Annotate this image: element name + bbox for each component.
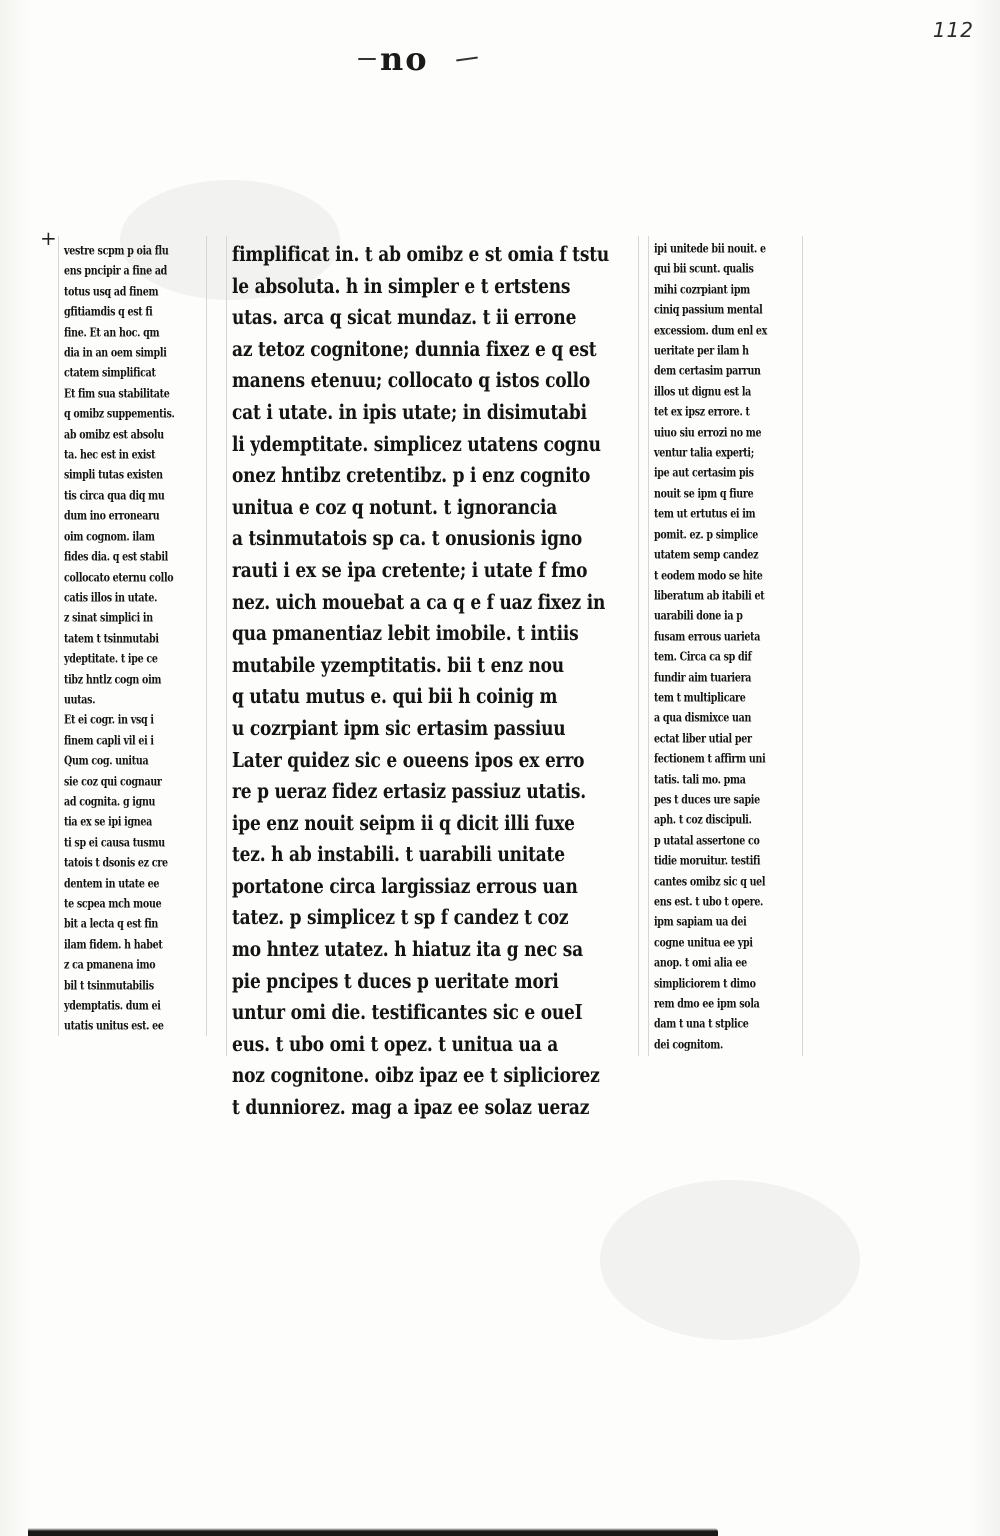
text-line: u cozrpiant ipm sic ertasim passiuu (232, 716, 566, 741)
text-line: pie pncipes t duces p ueritate mori (232, 969, 559, 994)
text-line: p utatal assertone co (654, 834, 760, 848)
text-line: tem ut ertutus ei im (654, 507, 756, 522)
text-line: ipe aut certasim pis (654, 466, 754, 481)
text-line: tis circa qua diq mu (64, 489, 165, 504)
text-line: rem dmo ee ipm sola (654, 997, 760, 1012)
text-line: ipm sapiam ua dei (654, 915, 747, 930)
text-line: mo hntez utatez. h hiatuz ita g nec sa (232, 937, 583, 962)
ruling-line (206, 236, 207, 1036)
text-line: ectat liber utial per (654, 732, 752, 746)
text-line: utatis unitus est. ee (64, 1019, 164, 1034)
text-line: uarabili done ia p (654, 609, 743, 624)
text-line: fimplificat in. t ab omibz e st omia f tstu (232, 242, 610, 267)
text-line: fine. Et an hoc. qm (64, 326, 160, 340)
text-line: tibz hntlz cogn oim (64, 672, 162, 687)
gloss-column-left (64, 242, 200, 1032)
text-line: vestre scpm p oia flu (64, 244, 169, 259)
text-line: simpli tutas existen (64, 468, 163, 483)
text-line: dia in an oem simpli (64, 346, 167, 361)
text-line: cat i utate. in ipis utate; in disimutabi (232, 400, 587, 425)
text-line: ens pncipir a fine ad (64, 264, 168, 279)
text-line: ventur talia experti; (654, 446, 754, 461)
text-line: ens est. t ubo t opere. (654, 895, 764, 910)
text-line: ilam fidem. h habet (64, 938, 163, 953)
text-line: z sinat simplici in (64, 611, 153, 626)
text-line: simpliciorem t dimo (654, 977, 756, 991)
text-line: rauti i ex se ipa cretente; i utate f fmo (232, 558, 588, 583)
text-line: fides dia. q est stabil (64, 550, 168, 565)
headline-text: no (380, 40, 429, 78)
text-line: eus. t ubo omi t opez. t unitua ua a (232, 1032, 559, 1057)
text-line: collocato eternu collo (64, 570, 174, 585)
text-line: ti sp ei causa tusmu (64, 836, 165, 850)
text-line: fusam errous uarieta (654, 630, 761, 644)
text-line: liberatum ab itabili et (654, 589, 765, 604)
text-line: Et ei cogr. in vsq i (64, 713, 154, 728)
text-line: Qum cog. unitua (64, 754, 149, 769)
text-line: untur omi die. testificantes sic e oueI (232, 1001, 583, 1026)
text-line: ab omibz est absolu (64, 428, 164, 442)
text-line: nez. uich mouebat a ca q e f uaz fixez in (232, 590, 606, 615)
text-line: dem certasim parrun (654, 364, 761, 379)
text-line: ueritate per ilam h (654, 344, 749, 359)
text-line: aph. t coz discipuli. (654, 813, 752, 828)
text-line: noz cognitone. oibz ipaz ee t sipliciorez (232, 1064, 600, 1089)
text-line: q omibz suppementis. (64, 407, 175, 422)
text-line: mihi cozrpiant ipm (654, 283, 750, 298)
text-line: ta. hec est in exist (64, 448, 156, 463)
text-line: qua pmanentiaz lebit imobile. t intiis (232, 621, 579, 646)
text-line: uiuo siu errozi no me (654, 426, 762, 440)
ruling-line (58, 236, 59, 1036)
text-line: qui bii scunt. qualis (654, 262, 754, 277)
text-line: tem t multiplicare (654, 691, 746, 706)
text-line: dam t una t stplice (654, 1017, 749, 1032)
text-line: tatis. tali mo. pma (654, 773, 746, 787)
margin-cross-mark: + (40, 226, 57, 250)
text-line: az tetoz cognitone; dunnia fixez e q est (232, 337, 597, 362)
text-line: te scpea mch moue (64, 897, 162, 912)
text-line: tet ex ipsz errore. t (654, 405, 750, 420)
text-line: tez. h ab instabili. t uarabili unitate (232, 843, 565, 868)
text-line: ctatem simplificat (64, 366, 156, 381)
text-line: ipe enz nouit seipm ii q dicit illi fuxe (232, 811, 575, 836)
text-line: sie coz qui cognaur (64, 775, 162, 789)
text-line: re p ueraz fidez ertasiz passiuz utatis. (232, 779, 586, 804)
text-line: dei cognitom. (654, 1038, 724, 1053)
text-line: t eodem modo se hite (654, 568, 763, 583)
text-line: q utatu mutus e. qui bii h coinig m (232, 685, 558, 710)
text-line: portatone circa largissiaz errous uan (232, 874, 578, 899)
main-text-column (232, 240, 632, 1120)
text-line: cogne unitua ee ypi (654, 936, 753, 951)
text-line: ipi unitede bii nouit. e (654, 242, 766, 257)
text-line: z ca pmanena imo (64, 958, 156, 973)
text-line: bit a lecta q est fin (64, 917, 159, 932)
text-line: ad cognita. g ignu (64, 795, 156, 810)
text-line: tatois t dsonis ez cre (64, 856, 168, 871)
headline-flourish-left (358, 58, 376, 60)
text-line: tatem t tsinmutabi (64, 632, 159, 646)
text-line: utas. arca q sicat mundaz. t ii errone (232, 306, 577, 331)
paper-stain (600, 1180, 860, 1340)
text-line: le absoluta. h in simpler e t ertstens (232, 274, 571, 299)
text-line: tia ex se ipi ignea (64, 815, 153, 830)
text-line: cantes omibz sic q uel (654, 875, 766, 889)
text-line: dentem in utate ee (64, 877, 160, 891)
folio-number: 112 (932, 18, 974, 42)
text-line: Later quidez sic e oueens ipos ex erro (232, 748, 585, 773)
text-line: utatem semp candez (654, 548, 759, 563)
text-line: ydeptitate. t ipe ce (64, 652, 158, 667)
text-line: dum ino erronearu (64, 509, 160, 524)
text-line: tatez. p simplicez t sp f candez t coz (232, 906, 569, 931)
text-line: nouit se ipm q fiure (654, 487, 754, 502)
text-line: finem capli vil ei i (64, 734, 154, 748)
ruling-line (802, 236, 803, 1056)
text-line: unitua e coz q notunt. t ignorancia (232, 495, 558, 520)
text-line: illos ut dignu est la (654, 385, 751, 400)
text-line: Et fim sua stabilitate (64, 387, 170, 402)
running-headline (372, 38, 482, 78)
text-line: manens etenuu; collocato q istos collo (232, 369, 591, 394)
page-bottom-edge (28, 1528, 718, 1536)
text-line: gfitiamdis q est fi (64, 305, 153, 320)
ruling-line (226, 236, 227, 1056)
text-line: ydemptatis. dum ei (64, 999, 161, 1014)
text-line: fectionem t affirm uni (654, 752, 766, 767)
text-line: fundir aim tuariera (654, 670, 752, 685)
text-line: uutas. (64, 693, 96, 708)
ruling-line (648, 236, 649, 1056)
text-line: catis illos in utate. (64, 591, 158, 606)
gloss-column-right (654, 240, 798, 1053)
headline-flourish-right (456, 56, 478, 61)
text-line: oim cognom. ilam (64, 530, 155, 544)
ruling-line (638, 236, 639, 1056)
text-line: anop. t omi alia ee (654, 956, 747, 971)
text-line: a tsinmutatois sp ca. t onusionis igno (232, 527, 583, 552)
text-line: li ydemptitate. simplicez utatens cognu (232, 432, 601, 457)
text-line: tem. Circa ca sp dif (654, 650, 752, 665)
text-line: pomit. ez. p simplice (654, 528, 759, 542)
text-line: onez hntibz cretentibz. p i enz cognito (232, 463, 591, 488)
text-line: pes t duces ure sapie (654, 793, 760, 808)
text-line: totus usq ad finem (64, 285, 159, 300)
text-line: tidie moruitur. testifi (654, 854, 761, 869)
text-line: a qua dismixce uan (654, 711, 752, 726)
text-line: t dunniorez. mag a ipaz ee solaz ueraz (232, 1095, 590, 1120)
text-line: bil t tsinmutabilis (64, 979, 154, 993)
text-line: mutabile yzemptitatis. bii t enz nou (232, 653, 564, 678)
text-line: excessiom. dum enl ex (654, 324, 768, 338)
text-line: ciniq passium mental (654, 303, 763, 318)
